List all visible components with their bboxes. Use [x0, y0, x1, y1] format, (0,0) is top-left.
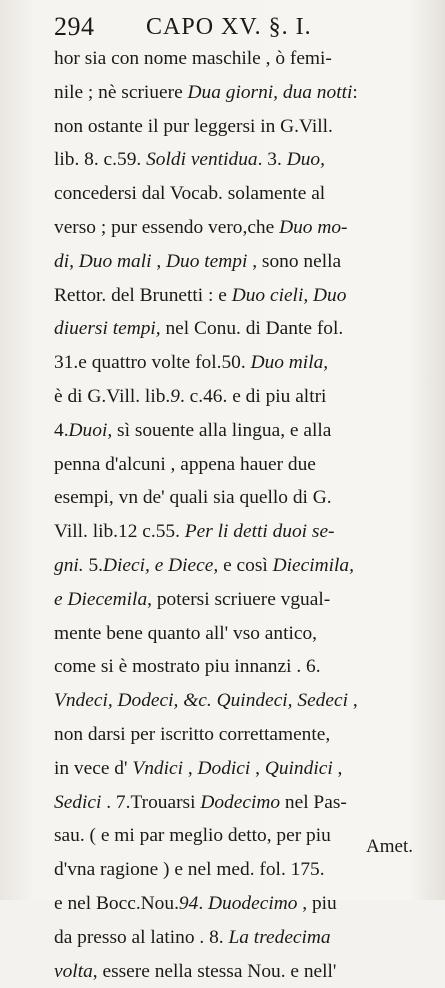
roman-text: . 7.Trouarsi [101, 791, 201, 813]
roman-text: 31.e quattro volte fol.50. [54, 352, 251, 374]
roman-text: non ostante il pur leggersi in G.Vill. [54, 115, 333, 137]
text-line [54, 143, 426, 177]
text-line [54, 245, 426, 279]
text-line [54, 786, 426, 820]
roman-text: 5. [83, 554, 104, 576]
roman-text: . [198, 892, 209, 914]
roman-text: esempi, vn de' quali sia quello di G. [54, 487, 332, 509]
roman-text: come si è mostrato piu innanzi . 6. [54, 656, 321, 678]
text-line [54, 617, 426, 651]
roman-text: , [347, 690, 358, 712]
roman-text: e così [218, 554, 273, 576]
italic-text: Vndici [132, 757, 183, 779]
text-line [54, 718, 426, 752]
roman-text: mente bene quanto all' vso antico, [54, 622, 318, 644]
roman-text: , piu [297, 892, 337, 914]
text-line [54, 481, 426, 515]
page-number: 294 [54, 12, 95, 41]
italic-text: Duo mila, [250, 352, 329, 374]
roman-text: . c.46. e di piu altri [179, 385, 327, 407]
text-line [54, 211, 426, 245]
italic-text: Duo mo- [279, 216, 348, 238]
text-line [54, 346, 426, 380]
text-line [54, 380, 426, 414]
roman-text: , [250, 757, 265, 779]
italic-text: Dodici [197, 757, 251, 779]
italic-text: Sedici [54, 791, 102, 813]
italic-text: Diecimila, [272, 554, 354, 576]
italic-text: Dodecimo [200, 791, 281, 813]
italic-text: Duo tempi [166, 250, 248, 272]
italic-text: gni. [54, 554, 84, 576]
italic-text: Dieci, e Diece, [103, 554, 219, 576]
italic-text: La tredecima [228, 926, 331, 948]
roman-text: 4. [54, 419, 69, 441]
italic-text: 94 [178, 892, 199, 914]
italic-text: Duo cieli, Duo [231, 284, 347, 306]
roman-text: penna d'alcuni , appena hauer due [54, 453, 316, 475]
text-line [54, 448, 426, 482]
roman-text: non darsi per iscritto correttamente, [54, 723, 331, 745]
catchword: Amet. [366, 836, 413, 857]
roman-text: nile ; nè scriuere [54, 81, 188, 103]
text-line [54, 414, 426, 448]
roman-text: in vece d' [54, 757, 133, 779]
roman-text: sau. ( e mi par meglio detto, per piu [54, 825, 331, 847]
text-line [54, 110, 426, 144]
italic-text: 9 [170, 385, 180, 407]
roman-text: , potersi scriuere vgual- [147, 588, 331, 610]
text-line [54, 684, 426, 718]
text-line [54, 921, 426, 955]
roman-text: da presso al latino . 8. [54, 926, 229, 948]
roman-text: , [332, 757, 343, 779]
running-head: CAPO XV. §. I. [146, 14, 312, 40]
roman-text: , sono nella [247, 250, 342, 272]
roman-text: d'vna ragione ) e nel med. fol. 175. [54, 859, 325, 881]
italic-text: Soldi ventidua [146, 149, 258, 171]
roman-text: concedersi dal Vocab. solamente al [54, 183, 326, 205]
text-line [54, 515, 426, 549]
italic-text: Per li detti duoi se- [184, 521, 335, 543]
italic-text: Vndeci, Dodeci, &c. Quindeci, Sedeci [54, 690, 348, 712]
roman-text: verso ; pur essendo vero,che [54, 216, 280, 238]
text-line [54, 279, 426, 313]
italic-text: Duodecimo [208, 892, 298, 914]
text-line [54, 42, 426, 76]
roman-text: hor sia con nome maschile , ò femi- [54, 48, 332, 69]
roman-text: Vill. lib.12 c.55. [54, 521, 185, 543]
roman-text: lib. 8. c.59. [54, 149, 147, 171]
italic-text: Duo, [286, 149, 325, 171]
italic-text: diuersi tempi, [54, 318, 161, 340]
text-line [54, 853, 426, 887]
roman-text: , [182, 757, 198, 779]
roman-text: , essere nella stessa Nou. e nell' [92, 960, 337, 982]
roman-text: e nel Bocc.Nou. [54, 892, 179, 914]
roman-text: , [151, 250, 167, 272]
text-line [54, 177, 426, 211]
text-line [54, 583, 426, 617]
italic-text: di, Duo mali [54, 250, 152, 272]
italic-text: Duoi, [68, 419, 113, 441]
italic-text: volta [54, 960, 93, 982]
text-line [54, 752, 426, 786]
text-line [54, 887, 426, 921]
text-line [54, 650, 426, 684]
roman-text: . 3. [257, 149, 287, 171]
italic-text: e Diecemila [54, 588, 148, 610]
roman-text: sì souente alla lingua, e alla [112, 419, 332, 441]
page-header [54, 10, 414, 44]
text-line [54, 549, 426, 583]
text-line [54, 76, 426, 110]
roman-text: nel Pas- [280, 791, 347, 813]
roman-text: nel Conu. di Dante fol. [160, 318, 344, 340]
text-line [54, 312, 426, 346]
text-line [54, 955, 426, 988]
italic-text: Quindici [264, 757, 333, 779]
roman-text: è di G.Vill. lib. [54, 385, 171, 407]
roman-text: Rettor. del Brunetti : e [54, 284, 232, 306]
roman-text: : [352, 81, 358, 103]
italic-text: Dua giorni, dua notti [187, 81, 353, 103]
